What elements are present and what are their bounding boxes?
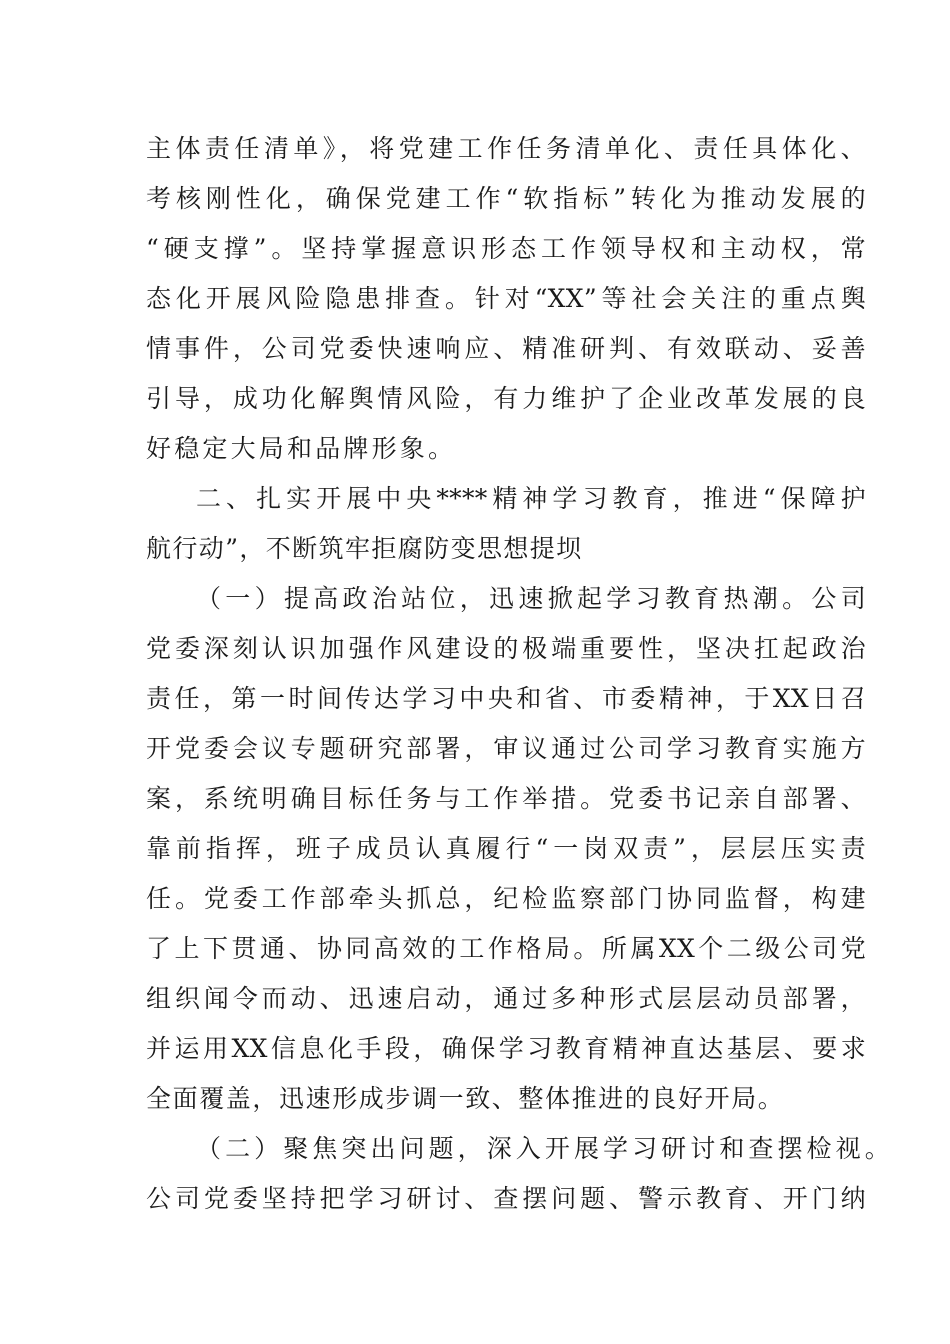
paragraph-line-4: 态化开展风险隐患排查。针对“XX”等社会关注的重点舆 bbox=[146, 284, 866, 313]
paragraph-line-10: （一）提高政治站位，迅速掀起学习教育热潮。公司 bbox=[196, 584, 866, 613]
paragraph-line-15: 靠前指挥，班子成员认真履行“一岗双责”，层层压实责 bbox=[146, 834, 866, 863]
paragraph-line-13: 开党委会议专题研究部署，审议通过公司学习教育实施方 bbox=[146, 734, 866, 763]
paragraph-line-2: 考核刚性化，确保党建工作“软指标”转化为推动发展的 bbox=[146, 184, 866, 213]
paragraph-line-7: 好稳定大局和品牌形象。 bbox=[146, 434, 457, 463]
paragraph-line-5: 情事件，公司党委快速响应、精准研判、有效联动、妥善 bbox=[146, 334, 866, 363]
section-heading-line-2: 航行动”，不断筑牢拒腐防变思想提坝 bbox=[146, 534, 583, 563]
paragraph-line-22: 公司党委坚持把学习研讨、查摆问题、警示教育、开门纳 bbox=[146, 1184, 866, 1213]
paragraph-line-3: “硬支撑”。坚持掌握意识形态工作领导权和主动权，常 bbox=[146, 234, 866, 263]
paragraph-line-18: 组织闻令而动、迅速启动，通过多种形式层层动员部署， bbox=[146, 984, 866, 1013]
paragraph-line-19: 并运用XX信息化手段，确保学习教育精神直达基层、要求 bbox=[146, 1034, 866, 1063]
paragraph-line-20: 全面覆盖，迅速形成步调一致、整体推进的良好开局。 bbox=[146, 1084, 785, 1113]
paragraph-line-1: 主体责任清单》，将党建工作任务清单化、责任具体化、 bbox=[146, 134, 866, 163]
paragraph-line-16: 任。党委工作部牵头抓总，纪检监察部门协同监督，构建 bbox=[146, 884, 866, 913]
paragraph-line-6: 引导，成功化解舆情风险，有力维护了企业改革发展的良 bbox=[146, 384, 866, 413]
paragraph-line-14: 案，系统明确目标任务与工作举措。党委书记亲自部署、 bbox=[146, 784, 866, 813]
paragraph-line-17: 了上下贯通、协同高效的工作格局。所属XX个二级公司党 bbox=[146, 934, 866, 963]
section-heading-line-1: 二、扎实开展中央****精神学习教育，推进“保障护 bbox=[196, 484, 866, 513]
paragraph-line-11: 党委深刻认识加强作风建设的极端重要性，坚决扛起政治 bbox=[146, 634, 866, 663]
paragraph-line-12: 责任，第一时间传达学习中央和省、市委精神，于XX日召 bbox=[146, 684, 866, 713]
paragraph-line-21: （二）聚焦突出问题，深入开展学习研讨和查摆检视。 bbox=[196, 1134, 890, 1163]
